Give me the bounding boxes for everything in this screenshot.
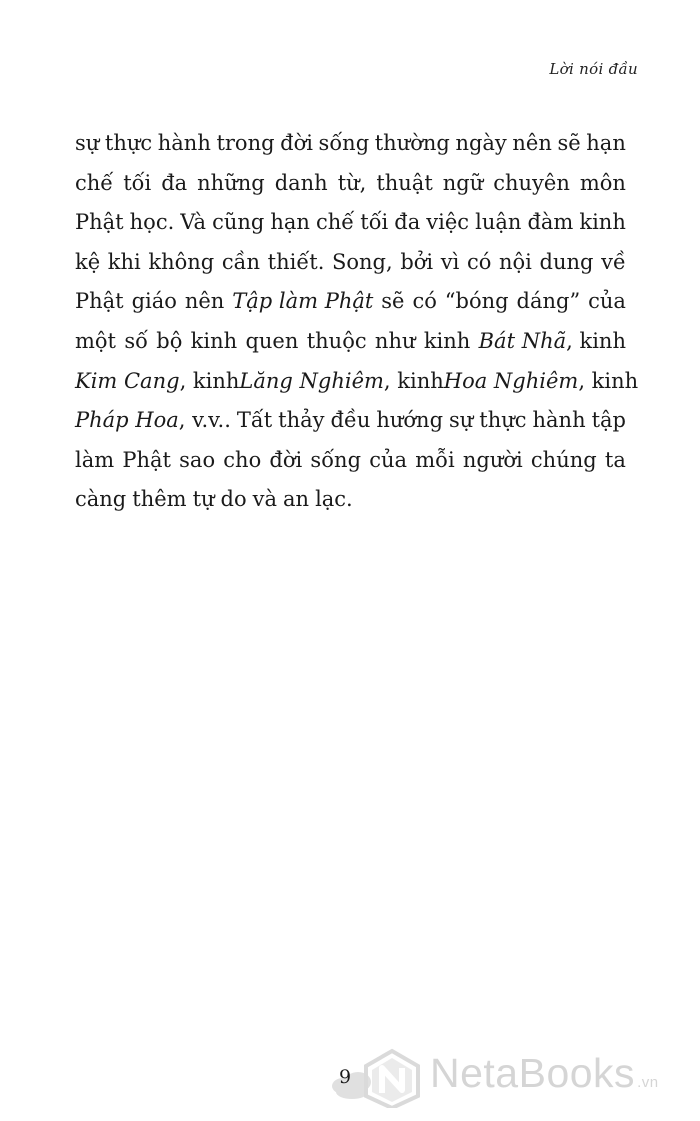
text-line: Phật giáo nên Tập làm Phật sẽ có “bóng dáng” của — [75, 282, 626, 322]
watermark-suffix: .vn — [637, 1074, 659, 1091]
text-line: Phật học. Và cũng hạn chế tối đa việc luận đàm kinh — [75, 210, 626, 235]
text-line: Kim Cang, kinh Lăng Nghiêm, kinh Hoa Nghiêm, kinh — [75, 368, 639, 393]
text-line: càng thêm tự do và an lạc. — [75, 487, 353, 512]
netabooks-watermark — [330, 1048, 700, 1108]
sutra-name-italic: Hoa Nghiêm — [443, 368, 579, 393]
sutra-name-italic: Bát Nhã — [478, 328, 567, 353]
watermark-brand: NetaBooks — [430, 1050, 636, 1096]
text-line: kệ khi không cần thiết. Song, bởi vì có nội dung về — [75, 249, 626, 274]
watermark-text — [430, 1050, 659, 1097]
text-line: làm Phật sao cho đời sống của mỗi người chúng ta — [75, 447, 626, 472]
book-title-italic: Tập làm Phật — [232, 289, 374, 314]
text-line: chế tối đa những danh từ, thuật ngữ chuyên môn — [75, 170, 626, 195]
text-line: sự thực hành trong đời sống thường ngày nên sẽ hạn — [75, 131, 626, 155]
sutra-name-italic: Pháp Hoa — [75, 408, 179, 433]
running-header: Lời nói đầu — [549, 60, 638, 78]
page-number: 9 — [339, 1066, 352, 1088]
sutra-name-italic: Kim Cang — [75, 368, 180, 393]
body-paragraph — [75, 124, 639, 520]
sutra-name-italic: Lăng Nghiêm — [239, 368, 384, 393]
text-line: Pháp Hoa, v.v.. Tất thảy đều hướng sự thực hành tập — [75, 408, 626, 433]
text-line: một số bộ kinh quen thuộc như kinh Bát Nhã, kinh — [75, 328, 626, 353]
